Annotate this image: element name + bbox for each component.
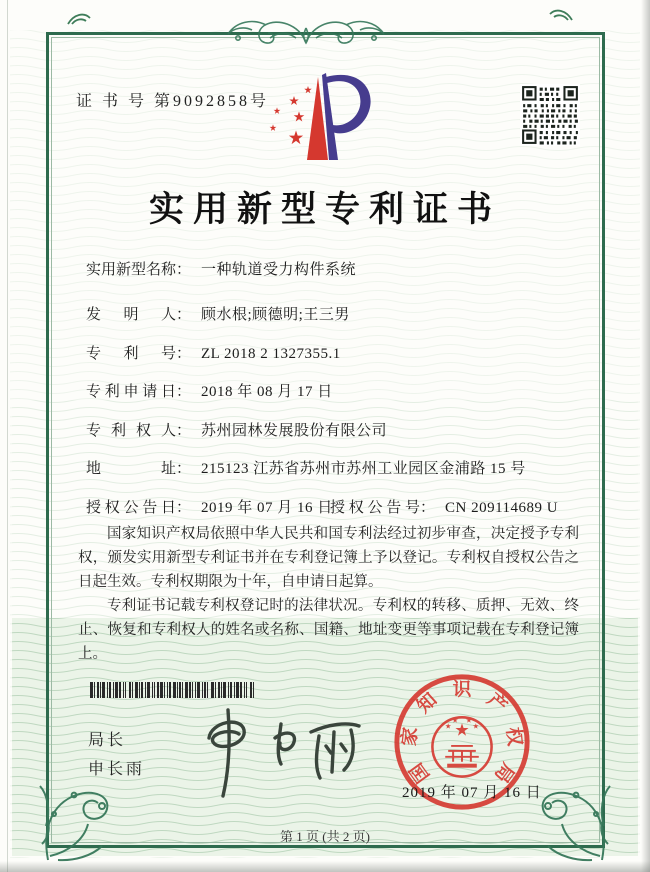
top-left-leaf-ornament [66, 10, 92, 30]
seal-char: 家 [398, 726, 422, 747]
certificate-number: 证 书 号 第9092858号 [76, 93, 270, 110]
field-colon: ： [176, 422, 192, 439]
director-name: 申长雨 [88, 761, 146, 778]
certificate-fields [86, 258, 596, 534]
field-label: 授权公告号 [330, 499, 420, 516]
field-address [86, 457, 596, 496]
seal-char: 产 [482, 689, 511, 718]
national-emblem-icon [432, 717, 491, 776]
top-flourish-ornament [208, 8, 404, 58]
field-patentee [86, 419, 596, 458]
field-value: 215123 江苏省苏州市苏州工业园区金浦路 15 号 [201, 461, 526, 477]
legal-paragraph-2: 专利证书记载专利权登记时的法律状况。专利权的转移、质押、无效、终止、恢复和专利权人的姓名或名称、国籍、地址变更等事项记载在专利登记簿上。 [78, 598, 579, 662]
qr-code [520, 84, 580, 146]
seal-char: 局 [489, 758, 518, 787]
field-colon: ： [176, 307, 192, 323]
director-title: 局长 [88, 732, 127, 749]
field-application-date [86, 380, 596, 419]
certificate-title: 实用新型专利证书 [148, 190, 501, 229]
bottom-right-corner-ornament [528, 764, 614, 864]
field-value: CN 209114689 U [445, 499, 559, 516]
field-value: ZL 2018 2 1327355.1 [201, 345, 341, 362]
top-right-leaf-ornament [548, 6, 574, 26]
field-inventors [86, 303, 596, 342]
seal-char: 权 [502, 726, 526, 747]
field-label: 专利权人 [86, 422, 176, 439]
field-colon: ： [176, 499, 192, 516]
field-value: 2019 年 07 月 16 日 [201, 499, 333, 516]
field-label: 地址 [86, 461, 176, 477]
legal-text [78, 522, 579, 666]
field-label: 实用新型名称 [86, 262, 177, 278]
director-signature [185, 698, 363, 806]
cnipa-logo-icon [266, 70, 390, 170]
grant-seal-date: 2019 年 07 月 16 日 [402, 785, 542, 801]
field-utility-model-name [86, 258, 596, 303]
director-block [88, 726, 145, 784]
scan-edge-left [7, 0, 8, 872]
field-colon: ： [176, 384, 192, 400]
page-number: 第 1 页 (共 2 页) [280, 829, 370, 844]
field-label: 专利申请日 [86, 384, 176, 400]
seal-char: 知 [413, 689, 442, 718]
field-colon: ： [176, 345, 192, 362]
seal-char: 识 [452, 679, 472, 701]
field-label: 发明人 [86, 307, 176, 323]
field-grant-number [330, 496, 558, 517]
field-value: 一种轨道受力构件系统 [201, 262, 357, 278]
field-value: 顾水根;顾德明;王三男 [201, 307, 350, 323]
legal-paragraph-1: 国家知识产权局依照中华人民共和国专利法经过初步审查，决定授予专利权，颁发实用新型专利证书并在专利登记簿上予以登记。专利权自授权公告之日起生效。专利权期限为十年，自申请日起算。 [78, 526, 579, 590]
seal-char: 国 [406, 758, 435, 787]
barcode [90, 682, 256, 698]
field-label: 授权公告日 [86, 499, 176, 516]
field-colon: ： [176, 262, 192, 278]
field-colon: ： [176, 461, 192, 477]
field-label: 专利号 [86, 345, 176, 362]
field-value: 苏州园林发展股份有限公司 [201, 422, 388, 439]
scan-edge-right [641, 0, 650, 872]
field-patent-number [86, 342, 596, 381]
field-colon: ： [420, 499, 436, 516]
field-value: 2018 年 08 月 17 日 [201, 384, 333, 400]
